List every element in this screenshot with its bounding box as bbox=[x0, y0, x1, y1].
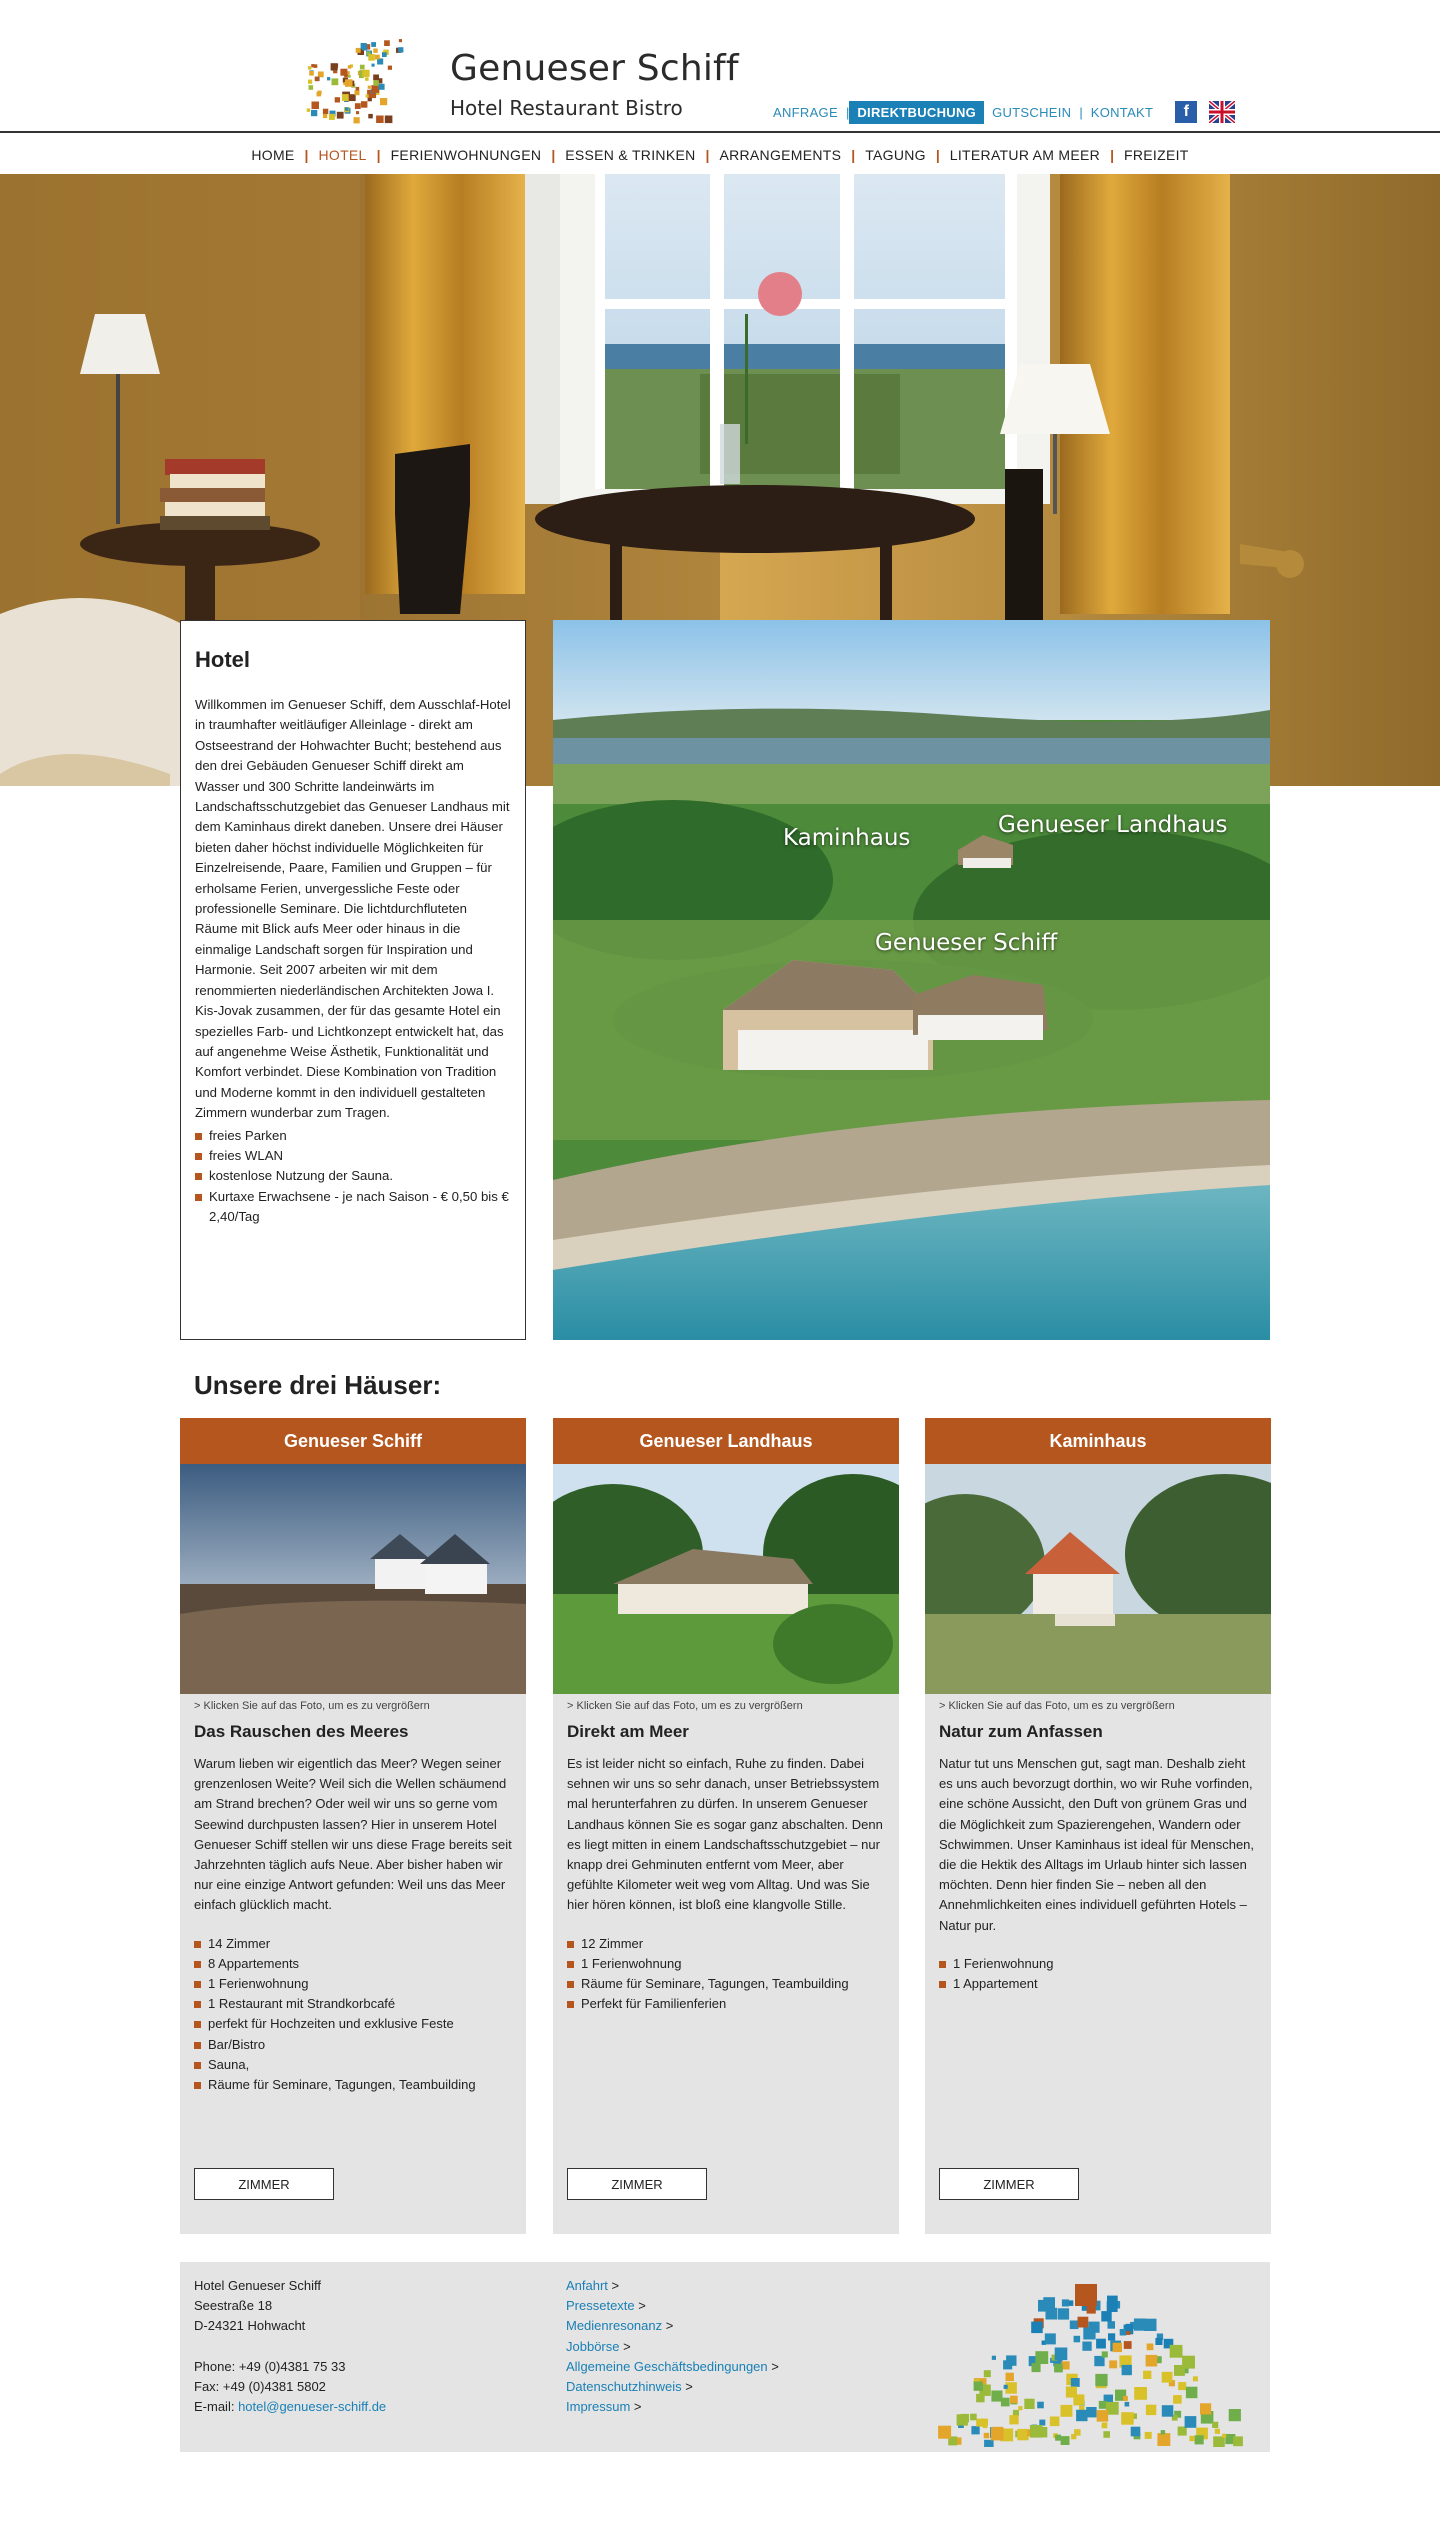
nav-separator: | bbox=[304, 147, 309, 163]
aerial-label-kaminhaus: Kaminhaus bbox=[783, 825, 911, 851]
footer-link-row bbox=[566, 2296, 779, 2316]
list-item: 12 Zimmer bbox=[567, 1934, 885, 1954]
zimmer-button[interactable]: ZIMMER bbox=[194, 2168, 334, 2200]
address-street: Seestraße 18 bbox=[194, 2298, 273, 2314]
card-feature-list bbox=[194, 1934, 512, 2096]
address-email-row bbox=[194, 2397, 386, 2417]
nav-separator: | bbox=[551, 147, 556, 163]
site-header bbox=[0, 0, 1440, 132]
list-item: Bar/Bistro bbox=[194, 2035, 512, 2055]
enlarge-hint[interactable]: > Klicken Sie auf das Foto, um es zu vergrößern bbox=[194, 1700, 430, 1712]
footer-link-row bbox=[566, 2276, 779, 2296]
chevron-right-icon: > bbox=[619, 2338, 631, 2354]
nav-separator: | bbox=[1110, 147, 1115, 163]
chevron-right-icon: > bbox=[681, 2379, 693, 2395]
list-item: 14 Zimmer bbox=[194, 1934, 512, 1954]
list-item: Räume für Seminare, Tagungen, Teambuilding bbox=[567, 1974, 885, 1994]
brand-title[interactable]: Genueser Schiff bbox=[450, 48, 739, 89]
nav-separator: | bbox=[851, 147, 856, 163]
list-item: freies Parken bbox=[195, 1126, 511, 1146]
footer-link-anfahrt[interactable]: Anfahrt bbox=[566, 2278, 608, 2293]
address-city: D-24321 Hohwacht bbox=[194, 2318, 306, 2334]
hotel-intro-box bbox=[180, 620, 526, 1340]
nav-item-freizeit[interactable]: FREIZEIT bbox=[1124, 147, 1189, 163]
footer-link-row bbox=[566, 2316, 779, 2336]
card-header: Genueser Landhaus bbox=[553, 1418, 899, 1464]
list-item: 8 Appartements bbox=[194, 1954, 512, 1974]
nav-separator: | bbox=[376, 147, 381, 163]
hotel-logo-icon[interactable] bbox=[295, 28, 407, 124]
footer-link-pressetexte[interactable]: Pressetexte bbox=[566, 2298, 635, 2314]
uk-flag-icon[interactable] bbox=[1209, 101, 1235, 123]
address-phone: Phone: +49 (0)4381 75 33 bbox=[194, 2358, 346, 2374]
card-subtitle: Das Rauschen des Meeres bbox=[194, 1722, 409, 1741]
list-item: kostenlose Nutzung der Sauna. bbox=[195, 1166, 511, 1186]
house-card-genueser-schiff bbox=[180, 1418, 526, 2234]
intro-text: Willkommen im Genueser Schiff, dem Ausschlaf-Hotel in traumhafter weitläufiger Alleinlage - direkt am Ostseestrand der Hohwachter Bucht; bestehend aus den drei Gebäuden Genueser Schiff direkt am Wasser und 300 Schritte landeinwärts im Landschaftsschutzgebiet das Genueser Landhaus mit dem Kaminhaus direkt daneben. Unsere drei Häuser bieten daher höchst individuelle Möglichkeiten für Einzelreisende, Paare, Familien und Gruppen – für erholsame Ferien, unvergessliche Feste oder professionelle Seminare. Die lichtdurchfluteten Räume mit Blick aufs Meer oder hinaus in die einmalige Landschaft sorgen für Inspiration und Harmonie. Seit 2007 arbeiten wir mit dem renommierten niederländischen Architekten Jowa I. Kis-Jovak zusammen, der für das gesamte Hotel ein spezielles Farb- und Lichtkonzept entwickelt hat, das auf angenehme Weise Ästhetik, Funktionalität und Komfort verbindet. Diese Kombination von Tradition und Moderne kommt in den individuell gestalteten Zimmern wunderbar zum Tragen. bbox=[195, 697, 511, 1121]
email-label: E-mail: bbox=[194, 2399, 239, 2415]
spacer bbox=[194, 2337, 386, 2357]
main-navigation bbox=[0, 142, 1440, 168]
list-item: Sauna, bbox=[194, 2055, 512, 2075]
brand-subtitle: Hotel Restaurant Bistro bbox=[450, 96, 683, 120]
separator: | bbox=[845, 104, 850, 120]
footer-link-row bbox=[566, 2377, 779, 2397]
footer-link-impressum[interactable]: Impressum bbox=[566, 2399, 631, 2415]
house-card-genueser-landhaus bbox=[553, 1418, 899, 2234]
intro-feature-list bbox=[195, 1126, 511, 1228]
card-feature-list bbox=[567, 1934, 885, 2015]
mosaic-logo-icon bbox=[935, 2272, 1255, 2447]
enlarge-hint[interactable]: > Klicken Sie auf das Foto, um es zu vergrößern bbox=[567, 1700, 803, 1712]
list-item: 1 Restaurant mit Strandkorbcafé bbox=[194, 1994, 512, 2014]
email-link[interactable]: hotel@genueser-schiff.de bbox=[238, 2399, 387, 2415]
card-header: Genueser Schiff bbox=[180, 1418, 526, 1464]
nav-item-tagung[interactable]: TAGUNG bbox=[865, 147, 926, 163]
chevron-right-icon: > bbox=[630, 2399, 642, 2415]
top-links bbox=[765, 100, 1235, 124]
houses-section-title: Unsere drei Häuser: bbox=[194, 1370, 442, 1400]
header-divider bbox=[0, 131, 1440, 133]
house-photo-kaminhaus[interactable] bbox=[925, 1464, 1271, 1694]
card-subtitle: Natur zum Anfassen bbox=[939, 1722, 1103, 1741]
list-item: 1 Ferienwohnung bbox=[194, 1974, 512, 1994]
nav-item-literatur-am-meer[interactable]: LITERATUR AM MEER bbox=[949, 147, 1101, 163]
footer-link-row bbox=[566, 2337, 779, 2357]
list-item: freies WLAN bbox=[195, 1146, 511, 1166]
list-item: 1 Appartement bbox=[939, 1974, 1257, 1994]
chevron-right-icon: > bbox=[607, 2278, 620, 2293]
facebook-icon[interactable]: f bbox=[1175, 101, 1197, 123]
enlarge-hint[interactable]: > Klicken Sie auf das Foto, um es zu vergrößern bbox=[939, 1700, 1175, 1712]
card-feature-list bbox=[939, 1954, 1257, 1994]
intro-title: Hotel bbox=[195, 647, 250, 672]
list-item: Kurtaxe Erwachsene - je nach Saison - € 0,50 bis € 2,40/Tag bbox=[195, 1187, 511, 1228]
address-fax: Fax: +49 (0)4381 5802 bbox=[194, 2378, 326, 2394]
top-link-direktbuchung[interactable]: DIREKTBUCHUNG bbox=[849, 101, 984, 124]
list-item: 1 Ferienwohnung bbox=[939, 1954, 1257, 1974]
footer-address bbox=[194, 2276, 386, 2417]
footer-links bbox=[566, 2276, 779, 2417]
card-text: Warum lieben wir eigentlich das Meer? Wegen seiner grenzenlosen Weite? Weil sich die Wellen schäumend am Strand brechen? Oder weil wir uns so gerne vom Seewind durchpusten lassen? Hier in unserem Hotel Genueser Schiff stellen wir uns diese Frage bereits seit Jahrzehnten täglich aufs Neue. Aber bisher haben wir nur eine einzige Antwort gefunden: Weil uns das Meer einfach glücklich macht. bbox=[194, 1756, 512, 1913]
card-subtitle: Direkt am Meer bbox=[567, 1722, 689, 1741]
list-item: Perfekt für Familienferien bbox=[567, 1994, 885, 2014]
footer-link-agb[interactable]: Allgemeine Geschäftsbedingungen bbox=[566, 2358, 768, 2374]
card-text: Natur tut uns Menschen gut, sagt man. Deshalb zieht es uns auch bevorzugt dorthin, wo wir Ruhe vorfinden, eine schöne Aussicht, den Duft von grünem Gras und die Möglichkeit zum Spazierengehen, Wandern oder Schwimmen. Unser Kaminhaus ist ideal für Menschen, die die Hektik des Alltags im Urlaub hinter sich lassen möchten. Denn hier finden Sie – neben all den Annehmlichkeiten eines individuell geführten Hotels – Natur pur. bbox=[939, 1756, 1255, 1933]
footer-link-row bbox=[566, 2397, 779, 2417]
footer-link-jobboerse[interactable]: Jobbörse bbox=[566, 2338, 620, 2354]
nav-item-home[interactable]: HOME bbox=[251, 147, 295, 163]
footer-link-datenschutz[interactable]: Datenschutzhinweis bbox=[566, 2379, 682, 2395]
site-footer bbox=[180, 2262, 1270, 2452]
top-link-anfrage[interactable]: ANFRAGE bbox=[773, 104, 838, 120]
house-card-kaminhaus bbox=[925, 1418, 1271, 2234]
list-item: 1 Ferienwohnung bbox=[567, 1954, 885, 1974]
aerial-label-genueser-schiff: Genueser Schiff bbox=[875, 930, 1058, 956]
footer-link-medienresonanz[interactable]: Medienresonanz bbox=[566, 2318, 663, 2334]
nav-item-ferienwohnungen[interactable]: FERIENWOHNUNGEN bbox=[390, 147, 542, 163]
nav-item-hotel[interactable]: HOTEL bbox=[318, 147, 367, 163]
footer-link-row bbox=[566, 2357, 779, 2377]
top-link-kontakt[interactable]: KONTAKT bbox=[1090, 104, 1154, 120]
nav-item-essen-trinken[interactable]: ESSEN & TRINKEN bbox=[565, 147, 696, 163]
nav-item-arrangements[interactable]: ARRANGEMENTS bbox=[719, 147, 842, 163]
nav-separator: | bbox=[935, 147, 940, 163]
list-item: Räume für Seminare, Tagungen, Teambuilding bbox=[194, 2075, 512, 2095]
chevron-right-icon: > bbox=[662, 2318, 674, 2334]
zimmer-button[interactable]: ZIMMER bbox=[567, 2168, 707, 2200]
card-text: Es ist leider nicht so einfach, Ruhe zu finden. Dabei sehnen wir uns so sehr danach, unser Betriebssystem mal herunterfahren zu dürfen. In unserem Genueser Landhaus können Sie es sogar ganz abschalten. Denn es liegt mitten in einem Landschaftsschutzgebiet – nur knapp drei Gehminuten entfernt vom Meer, aber gefühlte Kilometer weit weg vom Alltag. Und was Sie hier hören können, ist bloß eine klangvolle Stille. bbox=[567, 1756, 883, 1913]
address-name: Hotel Genueser Schiff bbox=[194, 2278, 321, 2293]
aerial-photo[interactable] bbox=[553, 620, 1270, 1340]
separator: | bbox=[1079, 104, 1083, 120]
nav-separator: | bbox=[705, 147, 710, 163]
chevron-right-icon: > bbox=[634, 2298, 646, 2314]
zimmer-button[interactable]: ZIMMER bbox=[939, 2168, 1079, 2200]
house-photo-genueser-schiff[interactable] bbox=[180, 1464, 526, 1694]
chevron-right-icon: > bbox=[767, 2358, 779, 2374]
house-photo-genueser-landhaus[interactable] bbox=[553, 1464, 899, 1694]
card-header: Kaminhaus bbox=[925, 1418, 1271, 1464]
top-link-gutschein[interactable]: GUTSCHEIN bbox=[992, 104, 1072, 120]
aerial-label-genueser-landhaus: Genueser Landhaus bbox=[998, 812, 1228, 838]
list-item: perfekt für Hochzeiten und exklusive Feste bbox=[194, 2014, 512, 2034]
